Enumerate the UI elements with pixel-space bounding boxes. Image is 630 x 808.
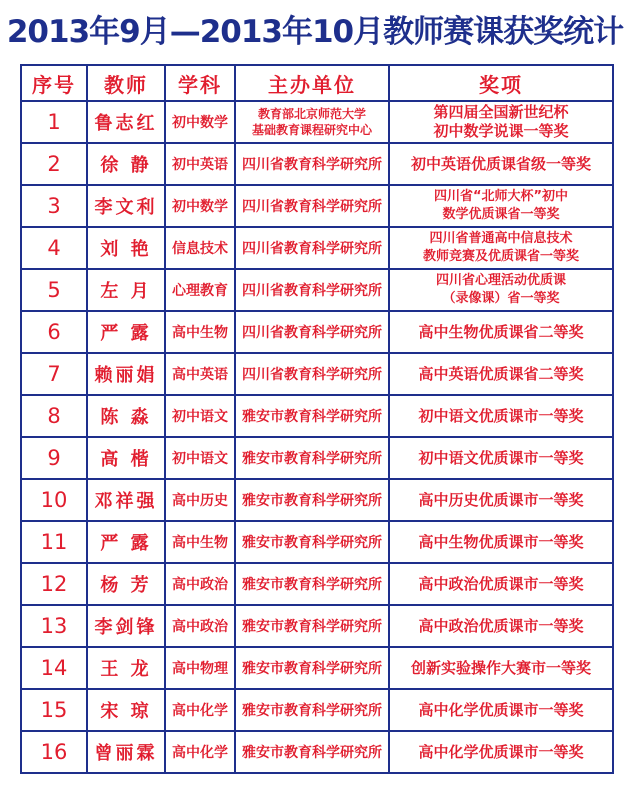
award-cell: 高中政治优质课市一等奖 bbox=[389, 563, 613, 605]
header-teacher: 教师 bbox=[87, 65, 165, 101]
subject-cell: 高中生物 bbox=[165, 521, 235, 563]
award-cell: 高中化学优质课市一等奖 bbox=[389, 689, 613, 731]
header-subject: 学科 bbox=[165, 65, 235, 101]
subject-cell: 高中政治 bbox=[165, 605, 235, 647]
organizer-cell: 雅安市教育科学研究所 bbox=[235, 521, 389, 563]
organizer-cell: 雅安市教育科学研究所 bbox=[235, 647, 389, 689]
subject-cell: 信息技术 bbox=[165, 227, 235, 269]
subject-cell: 心理教育 bbox=[165, 269, 235, 311]
organizer-cell: 雅安市教育科学研究所 bbox=[235, 563, 389, 605]
row-number: 16 bbox=[21, 731, 87, 773]
teacher-name: 赖丽娟 bbox=[87, 353, 165, 395]
subject-cell: 初中英语 bbox=[165, 143, 235, 185]
row-number: 11 bbox=[21, 521, 87, 563]
award-cell: 高中政治优质课市一等奖 bbox=[389, 605, 613, 647]
row-number: 4 bbox=[21, 227, 87, 269]
row-number: 13 bbox=[21, 605, 87, 647]
organizer-cell: 教育部北京师范大学 基础教育课程研究中心 bbox=[235, 101, 389, 143]
award-cell: 初中语文优质课市一等奖 bbox=[389, 395, 613, 437]
row-number: 9 bbox=[21, 437, 87, 479]
row-number: 5 bbox=[21, 269, 87, 311]
row-number: 7 bbox=[21, 353, 87, 395]
award-cell: 初中语文优质课市一等奖 bbox=[389, 437, 613, 479]
header-no: 序号 bbox=[21, 65, 87, 101]
row-number: 2 bbox=[21, 143, 87, 185]
award-cell: 四川省“北师大杯”初中 数学优质课省一等奖 bbox=[389, 185, 613, 227]
subject-cell: 高中物理 bbox=[165, 647, 235, 689]
organizer-cell: 雅安市教育科学研究所 bbox=[235, 605, 389, 647]
table-row bbox=[21, 731, 613, 773]
table-row bbox=[21, 647, 613, 689]
organizer-cell: 四川省教育科学研究所 bbox=[235, 311, 389, 353]
organizer-cell: 四川省教育科学研究所 bbox=[235, 353, 389, 395]
teacher-name: 李剑锋 bbox=[87, 605, 165, 647]
teacher-name: 鲁志红 bbox=[87, 101, 165, 143]
table-row bbox=[21, 479, 613, 521]
subject-cell: 初中语文 bbox=[165, 437, 235, 479]
teacher-name: 曾丽霖 bbox=[87, 731, 165, 773]
subject-cell: 高中历史 bbox=[165, 479, 235, 521]
organizer-cell: 雅安市教育科学研究所 bbox=[235, 731, 389, 773]
teacher-name: 高 楷 bbox=[87, 437, 165, 479]
award-cell: 创新实验操作大赛市一等奖 bbox=[389, 647, 613, 689]
row-number: 12 bbox=[21, 563, 87, 605]
table-row bbox=[21, 605, 613, 647]
teacher-name: 严 露 bbox=[87, 311, 165, 353]
award-cell: 四川省心理活动优质课 （录像课）省一等奖 bbox=[389, 269, 613, 311]
organizer-cell: 四川省教育科学研究所 bbox=[235, 227, 389, 269]
subject-cell: 初中数学 bbox=[165, 101, 235, 143]
row-number: 8 bbox=[21, 395, 87, 437]
row-number: 6 bbox=[21, 311, 87, 353]
award-cell: 高中生物优质课市一等奖 bbox=[389, 521, 613, 563]
subject-cell: 高中英语 bbox=[165, 353, 235, 395]
row-number: 14 bbox=[21, 647, 87, 689]
subject-cell: 高中政治 bbox=[165, 563, 235, 605]
table-row bbox=[21, 395, 613, 437]
organizer-cell: 四川省教育科学研究所 bbox=[235, 143, 389, 185]
table-row bbox=[21, 521, 613, 563]
organizer-cell: 雅安市教育科学研究所 bbox=[235, 689, 389, 731]
table-row bbox=[21, 269, 613, 311]
teacher-name: 李文利 bbox=[87, 185, 165, 227]
award-cell: 第四届全国新世纪杯 初中数学说课一等奖 bbox=[389, 101, 613, 143]
row-number: 1 bbox=[21, 101, 87, 143]
teacher-name: 杨 芳 bbox=[87, 563, 165, 605]
award-cell: 初中英语优质课省级一等奖 bbox=[389, 143, 613, 185]
table-row bbox=[21, 353, 613, 395]
table-row bbox=[21, 689, 613, 731]
award-cell: 高中历史优质课市一等奖 bbox=[389, 479, 613, 521]
teacher-name: 严 露 bbox=[87, 521, 165, 563]
table-row bbox=[21, 185, 613, 227]
organizer-cell: 雅安市教育科学研究所 bbox=[235, 395, 389, 437]
subject-cell: 高中化学 bbox=[165, 731, 235, 773]
award-cell: 高中化学优质课市一等奖 bbox=[389, 731, 613, 773]
subject-cell: 初中语文 bbox=[165, 395, 235, 437]
teacher-name: 陈 淼 bbox=[87, 395, 165, 437]
teacher-name: 王 龙 bbox=[87, 647, 165, 689]
table-row bbox=[21, 143, 613, 185]
teacher-name: 徐 静 bbox=[87, 143, 165, 185]
header-award: 奖项 bbox=[389, 65, 613, 101]
organizer-cell: 雅安市教育科学研究所 bbox=[235, 479, 389, 521]
award-cell: 四川省普通高中信息技术 教师竞赛及优质课省一等奖 bbox=[389, 227, 613, 269]
table-row bbox=[21, 311, 613, 353]
teacher-name: 左 月 bbox=[87, 269, 165, 311]
header-organizer: 主办单位 bbox=[235, 65, 389, 101]
subject-cell: 高中化学 bbox=[165, 689, 235, 731]
organizer-cell: 四川省教育科学研究所 bbox=[235, 185, 389, 227]
subject-cell: 初中数学 bbox=[165, 185, 235, 227]
teacher-name: 宋 琼 bbox=[87, 689, 165, 731]
organizer-cell: 雅安市教育科学研究所 bbox=[235, 437, 389, 479]
award-cell: 高中英语优质课省二等奖 bbox=[389, 353, 613, 395]
row-number: 10 bbox=[21, 479, 87, 521]
row-number: 3 bbox=[21, 185, 87, 227]
award-cell: 高中生物优质课省二等奖 bbox=[389, 311, 613, 353]
teacher-name: 刘 艳 bbox=[87, 227, 165, 269]
table-row bbox=[21, 437, 613, 479]
header-row bbox=[21, 65, 613, 101]
row-number: 15 bbox=[21, 689, 87, 731]
award-table bbox=[20, 64, 614, 774]
table-row bbox=[21, 101, 613, 143]
table-row bbox=[21, 227, 613, 269]
organizer-cell: 四川省教育科学研究所 bbox=[235, 269, 389, 311]
page-title: 2013年9月—2013年10月教师赛课获奖统计 bbox=[6, 14, 624, 50]
teacher-name: 邓祥强 bbox=[87, 479, 165, 521]
subject-cell: 高中生物 bbox=[165, 311, 235, 353]
table-row bbox=[21, 563, 613, 605]
